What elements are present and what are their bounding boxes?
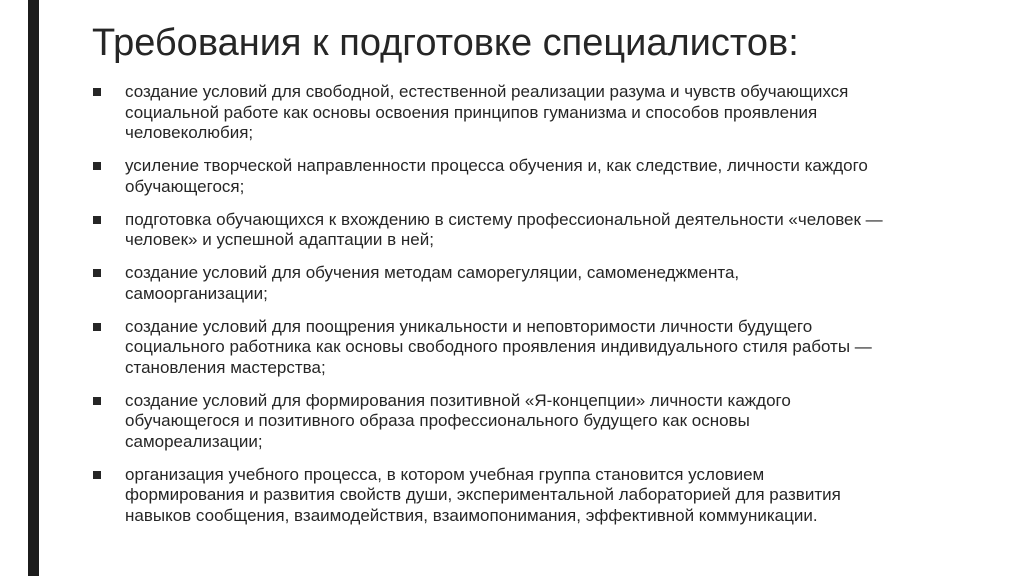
bullet-text-line: становления мастерства; (125, 357, 326, 377)
bullet-text-line: создание условий для поощрения уникальности и неповторимости личности будущего (125, 316, 813, 336)
bullet-text-line: создание условий для обучения методам саморегуляции, самоменеджмента, (125, 263, 740, 282)
bullet-square-icon (93, 323, 101, 331)
bullet-text-line: формирования и развития свойств души, экспериментальной лабораторией для развития (125, 485, 841, 504)
bullet-list (92, 82, 1002, 539)
bullet-square-icon (93, 216, 101, 224)
bullet-item (92, 465, 1002, 527)
slide-title: Требования к подготовке специалистов: (92, 22, 799, 64)
bullet-text-line: социальной работе как основы освоения принципов гуманизма и способов проявления (125, 102, 818, 122)
bullet-text-line: человеколюбия; (125, 123, 254, 142)
left-accent-bar (28, 0, 39, 576)
bullet-text (125, 263, 1002, 304)
bullet-text-line: создание условий для формирования позитивной «Я-концепции» личности каждого (125, 390, 791, 410)
bullet-text-line: подготовка обучающихся к вхождению в систему профессиональной деятельности «человек — (125, 209, 883, 229)
bullet-text (125, 391, 1002, 453)
bullet-square-icon (93, 88, 101, 96)
bullet-square-icon (93, 269, 101, 277)
bullet-text-line: самореализации; (125, 431, 263, 451)
bullet-text (125, 82, 1002, 144)
bullet-text-line: человек» и успешной адаптации в ней; (125, 230, 434, 249)
bullet-text-line: обучающегося; (125, 176, 245, 196)
bullet-item (92, 210, 1002, 251)
bullet-square-icon (93, 162, 101, 170)
bullet-text-line: усиление творческой направленности процесса обучения и, как следствие, личности каждого (125, 156, 868, 175)
bullet-item (92, 156, 1002, 197)
bullet-item (92, 317, 1002, 379)
bullet-text (125, 156, 1002, 197)
bullet-text (125, 317, 1002, 379)
bullet-text-line: самоорганизации; (125, 283, 268, 303)
bullet-text (125, 465, 1002, 527)
bullet-text-line: навыков сообщения, взаимодействия, взаимопонимания, эффективной коммуникации. (125, 505, 818, 525)
bullet-item (92, 391, 1002, 453)
bullet-text (125, 210, 1002, 251)
bullet-text-line: создание условий для свободной, естественной реализации разума и чувств обучающихся (125, 82, 849, 101)
bullet-item (92, 263, 1002, 304)
bullet-item (92, 82, 1002, 144)
bullet-text-line: обучающегося и позитивного образа профессионального будущего как основы (125, 411, 750, 430)
bullet-square-icon (93, 471, 101, 479)
bullet-text-line: социального работника как основы свободного проявления индивидуального стиля работы — (125, 337, 872, 356)
bullet-square-icon (93, 397, 101, 405)
bullet-text-line: организация учебного процесса, в котором учебная группа становится условием (125, 464, 765, 484)
